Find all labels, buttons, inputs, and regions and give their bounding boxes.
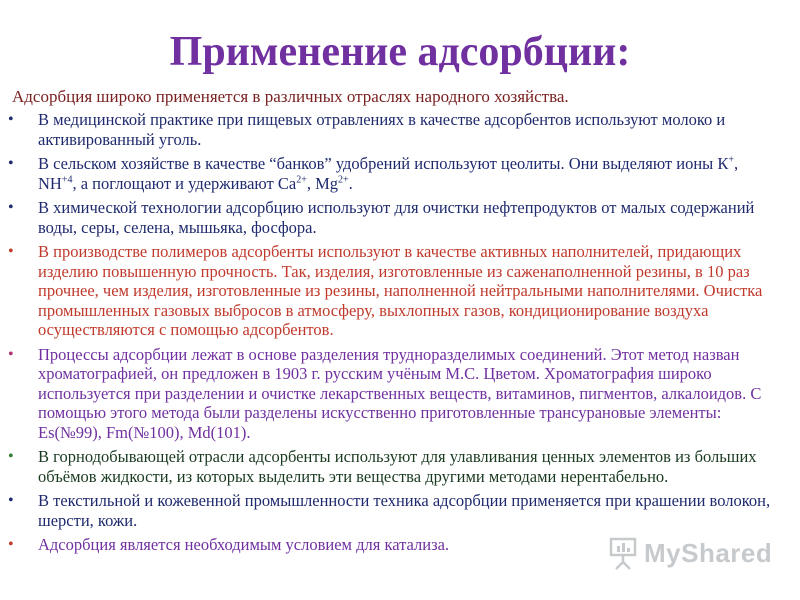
list-item xyxy=(0,198,800,237)
bullet-icon: • xyxy=(8,492,14,509)
item-text-part: В сельском хозяйстве в качестве “банков” удобрений используют цеолиты. Они выделяют ионы К xyxy=(38,154,729,173)
bullet-icon: • xyxy=(8,111,14,128)
item-text-part: . xyxy=(348,173,353,193)
watermark xyxy=(608,532,773,576)
item-text-part: , Mg xyxy=(306,173,338,193)
bullet-icon: • xyxy=(8,243,14,260)
list-item xyxy=(0,242,800,340)
bullet-icon: • xyxy=(8,155,14,172)
bullet-icon: • xyxy=(8,448,14,465)
watermark-text: MyShared xyxy=(644,538,773,568)
list-item xyxy=(0,154,800,193)
list-item xyxy=(0,345,800,443)
ion-charge: 2+ xyxy=(296,174,307,185)
bullet-icon: • xyxy=(8,199,14,216)
list-item xyxy=(0,491,800,530)
item-text-part: , NH xyxy=(38,154,739,193)
item-text: Процессы адсорбции лежат в основе разделения трудноразделимых соединений. Этот метод назван хроматографией, он предложен в 1903 г. русским учёным М.С. Цветом. Хроматография широко используется при разделении и очистке лекарственных веществ, витаминов, пигментов, алкалоидов. С помощью этого метода были разделены искусственно приготовленные трансурановые элементы: Es(№99), Fm(№100), Md(101). xyxy=(38,344,762,442)
item-text: В текстильной и кожевенной промышленности техника адсорбции применяется при крашении волокон, шерсти, кожи. xyxy=(38,491,771,530)
presentation-icon xyxy=(608,536,638,570)
item-text: Адсорбция является необходимым условием для катализа. xyxy=(38,535,450,554)
item-text: В производстве полимеров адсорбенты используют в качестве активных наполнителей, придающих изделию повышенную прочность. Так, изделия, изготовленные из саженаполненной резины, в 10 раз прочнее, чем изделия, изготовленные из резины, наполненной нейтральными наполнителями. Очистка промышленных газовых выбросов в атмосферу, выхлопных газов, кондиционирование воздуха осуществляются с помощью адсорбентов. xyxy=(38,242,763,339)
bullet-list xyxy=(0,110,800,560)
ion-charge: +4 xyxy=(61,174,73,185)
item-text: В медицинской практике при пищевых отравлениях в качестве адсорбентов используют молоко и активированный уголь. xyxy=(38,110,726,149)
list-item xyxy=(0,447,800,486)
list-item xyxy=(0,110,800,149)
item-text-part: , а поглощают и удерживают Ca xyxy=(72,173,297,193)
bullet-icon: • xyxy=(8,536,14,553)
slide-intro: Адсорбция широко применяется в различных отраслях народного хозяйства. xyxy=(12,87,569,106)
bullet-icon: • xyxy=(8,345,14,363)
ion-charge: + xyxy=(728,154,735,166)
item-text: В горнодобывающей отрасли адсорбенты используют для улавливания ценных элементов из больших объёмов жидкости, из которых выделить эти вещества другими методами нерентабельно. xyxy=(38,447,757,486)
slide-title: Применение адсорбции: xyxy=(169,29,631,75)
ion-charge: 2+ xyxy=(338,174,349,185)
item-text: В химической технологии адсорбцию используют для очистки нефтепродуктов от малых содержаний воды, серы, селена, мышьяка, фосфора. xyxy=(38,198,755,237)
